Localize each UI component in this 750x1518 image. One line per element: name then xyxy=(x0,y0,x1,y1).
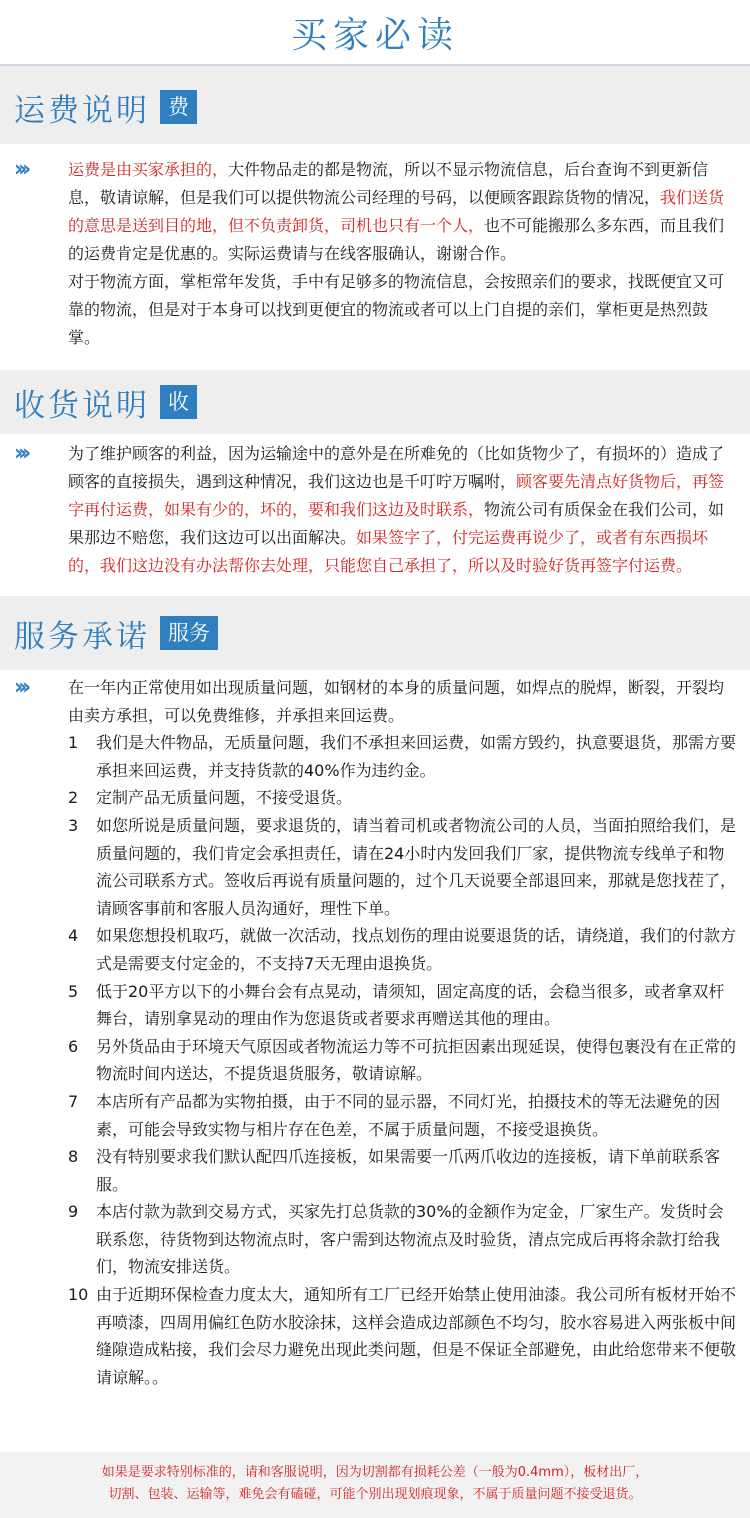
footer-note xyxy=(0,1452,750,1518)
list-item-number: 1 xyxy=(68,733,79,753)
list-item-number: 6 xyxy=(68,1036,79,1056)
receiving-paragraph xyxy=(68,440,738,580)
list-item xyxy=(68,978,738,1033)
footer-line-1: 如果是要求特别标准的，请和客服说明，因为切割都有损耗公差（一般为0.4mm），板材出厂， xyxy=(101,1465,649,1480)
triple-chevron-right-icon: ››› xyxy=(14,675,27,700)
list-item-number: 2 xyxy=(68,788,79,808)
receiving-text-2: 物流公司有质保金在我们公司，如果那边不赔您，我们这边可以出面解决。 xyxy=(68,500,725,547)
list-item xyxy=(68,922,738,977)
shipping-red-2: 我们送货的意思是送到目的地，但不负责卸货，司机也只有一个人， xyxy=(68,188,725,235)
list-item xyxy=(68,1198,738,1281)
list-item-number: 4 xyxy=(68,926,79,946)
list-item-text: 没有特别要求我们默认配四爪连接板，如果需要一爪两爪收边的连接板，请下单前联系客服。 xyxy=(96,1147,721,1194)
receiving-red-2: 如果签字了，付完运费再说少了，或者有东西损坏的，我们这边没有办法帮你去处理，只能您自己承担了，所以及时验好货再签字付运费。 xyxy=(68,528,709,575)
shipping-paragraph-1 xyxy=(68,156,738,268)
list-item-number: 10 xyxy=(68,1285,89,1305)
list-item-text: 由于近期环保检查力度太大，通知所有工厂已经开始禁止使用油漆。我公司所有板材开始不再喷漆，四周用偏红色防水胶涂抹，这样会造成边部颜色不均匀，胶水容易进入两张板中间缝隙造成粘接，我们会尽力避免出现此类问题，但是不保证全部避免，由此给您带来不便敬请谅解。。 xyxy=(96,1285,737,1387)
service-list xyxy=(68,729,738,1391)
list-item xyxy=(68,1143,738,1198)
shipping-section xyxy=(0,70,750,364)
receiving-badge: 收 xyxy=(160,385,197,419)
shipping-header xyxy=(0,70,750,144)
receiving-red-1: 顾客要先清点好货物后，再签字再付运费，如果有少的，坏的，要和我们这边及时联系， xyxy=(68,472,725,519)
list-item xyxy=(68,729,738,784)
shipping-badge: 费 xyxy=(160,90,197,124)
receiving-header xyxy=(0,370,750,434)
service-header xyxy=(0,596,750,670)
receiving-section xyxy=(0,370,750,588)
service-heading: 服务承诺 xyxy=(14,618,150,655)
list-item-number: 7 xyxy=(68,1091,79,1111)
service-badge: 服务 xyxy=(160,616,218,650)
list-item xyxy=(68,784,738,812)
receiving-body xyxy=(0,434,750,588)
triple-chevron-right-icon: ››› xyxy=(14,157,27,182)
list-item-text: 如您所说是质量问题，要求退货的，请当着司机或者物流公司的人员，当面拍照给我们，是质量问题的，我们肯定会承担责任，请在24小时内发回我们厂家，提供物流专线单子和物流公司联系方式。签收后再说有质量问题的，过个几天说要全部退回来，那就是您找茬了，请顾客事前和客服人员沟通好，理性下单。 xyxy=(96,815,737,918)
shipping-red-1: 运费是由买家承担的， xyxy=(68,160,229,179)
shipping-body xyxy=(0,144,750,364)
list-item-text: 另外货品由于环境天气原因或者物流运力等不可抗拒因素出现延误，使得包裹没有在正常的物流时间内送达，不提货退货服务，敬请谅解。 xyxy=(96,1036,737,1084)
list-item-text: 本店付款为款到交易方式，买家先打总货款的30%的金额作为定金，厂家生产。发货时会联系您，待货物到达物流点时，客户需到达物流点及时验货，清点完成后再将余款打给我们，物流安排送货。 xyxy=(96,1202,724,1277)
shipping-text-1: 大件物品走的都是物流，所以不显示物流信息，后台查询不到更新信息，敬请谅解，但是我们可以提供物流公司经理的号码，以便顾客跟踪货物的情况， xyxy=(68,160,709,207)
shipping-heading: 运费说明 xyxy=(14,92,150,129)
list-item xyxy=(68,1281,738,1391)
service-section xyxy=(0,596,750,1399)
list-item-number: 3 xyxy=(68,815,79,835)
list-item xyxy=(68,1033,738,1088)
list-item-text: 如果您想投机取巧，就做一次活动，找点划伤的理由说要退货的话，请绕道，我们的付款方式是需要支付定金的，不支持7天无理由退换货。 xyxy=(96,926,737,973)
footer-line-2: 切割、包装、运输等，难免会有磕碰，可能个别出现划痕现象，不属于质量问题不接受退货。 xyxy=(108,1487,642,1502)
triple-chevron-right-icon: ››› xyxy=(14,441,27,466)
service-intro: 在一年内正常使用如出现质量问题，如钢材的本身的质量问题，如焊点的脱焊，断裂，开裂均由卖方承担，可以免费维修，并承担来回运费。 xyxy=(68,678,725,725)
shipping-text-2: 也不可能搬那么多东西，而且我们的运费肯定是优惠的。实际运费请与在线客服确认，谢谢合作。 xyxy=(68,216,725,263)
list-item-number: 5 xyxy=(68,981,79,1001)
list-item xyxy=(68,1088,738,1143)
shipping-paragraph-2: 对于物流方面，掌柜常年发货，手中有足够多的物流信息，会按照亲们的要求，找既便宜又可靠的物流，但是对于本身可以找到更便宜的物流或者可以上门自提的亲们，掌柜更是热烈鼓掌。 xyxy=(68,272,725,347)
receiving-heading: 收货说明 xyxy=(14,387,150,424)
list-item-text: 低于20平方以下的小舞台会有点晃动，请须知，固定高度的话，会稳当很多，或者拿双杆舞台，请别拿晃动的理由作为您退货或者要求再赠送其他的理由。 xyxy=(96,981,725,1029)
page-title: 买家必读 xyxy=(290,14,459,56)
page-header xyxy=(0,0,750,66)
list-item xyxy=(68,812,738,922)
list-item-number: 8 xyxy=(68,1147,79,1167)
list-item-text: 定制产品无质量问题，不接受退货。 xyxy=(96,788,353,808)
list-item-text: 本店所有产品都为实物拍摄，由于不同的显示器，不同灯光，拍摄技术的等无法避免的因素，可能会导致实物与相片存在色差，不属于质量问题，不接受退换货。 xyxy=(96,1091,721,1139)
service-body xyxy=(0,670,750,1399)
list-item-number: 9 xyxy=(68,1202,79,1222)
receiving-text-1: 为了维护顾客的利益，因为运输途中的意外是在所难免的（比如货物少了，有损坏的）造成了顾客的直接损失，遇到这种情况，我们这边也是千叮咛万嘱咐， xyxy=(68,444,725,491)
list-item-text: 我们是大件物品，无质量问题，我们不承担来回运费，如需方毁约，执意要退货，那需方要承担来回运费，并支持货款的40%作为违约金。 xyxy=(96,733,737,780)
